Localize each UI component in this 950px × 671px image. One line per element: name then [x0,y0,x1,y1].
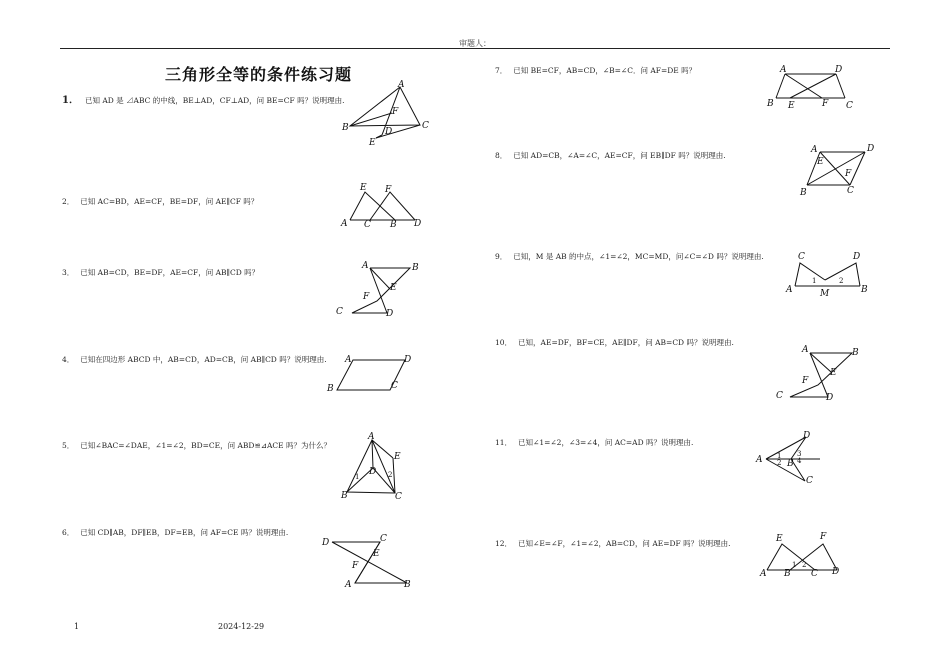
question-text: 已知∠1=∠2，∠3=∠4，问 AC=AD 吗？说明理由. [518,438,694,447]
question-number: 11． [495,438,513,447]
label-E: E [830,368,837,378]
label-angle-2: 2 [388,471,393,479]
label-B: B [341,491,348,501]
label-B: B [390,220,397,230]
footer-date: 2024-12-29 [218,622,265,631]
question-1 [62,96,345,106]
label-F: F [820,532,827,542]
label-angle-2: 2 [839,277,844,285]
header-rule [60,48,890,49]
question-text: 已知 CD∥AB，DF∥EB，DF=EB，问 AF=CE 吗？说明理由. [80,528,289,537]
label-A: A [786,285,793,295]
label-A: A [368,432,375,442]
question-number: 9． [495,252,508,261]
label-C: C [422,121,429,131]
question-text: 已知 AD=CB，∠A=∠C，AE=CF，问 EB∥DF 吗？说明理由. [513,151,726,160]
question-number: 1． [62,95,79,106]
header-reviewer: 审题人： [459,39,491,48]
label-A: A [756,455,763,465]
label-E: E [373,549,380,559]
label-C: C [847,186,854,196]
label-C: C [391,381,398,391]
question-number: 2． [62,197,75,206]
label-F: F [363,292,370,302]
figure-11 [750,425,850,490]
label-E: E [817,157,824,167]
question-8 [495,151,726,161]
question-number: 8． [495,151,508,160]
page-number: 1 [74,622,80,631]
label-D: D [386,309,394,319]
label-angle-1: 1 [355,473,360,481]
label-E: E [390,283,397,293]
question-number: 5． [62,441,75,450]
question-11 [495,438,693,448]
label-D: D [867,144,875,154]
label-B: B [852,348,859,358]
question-number: 10． [495,338,513,347]
label-B: B [784,569,791,579]
figure-8 [795,140,885,200]
figure-12 [755,528,850,583]
label-F: F [802,376,809,386]
label-A: A [398,80,405,90]
label-F: F [352,561,359,571]
label-C: C [846,101,853,111]
question-7 [495,66,696,76]
label-angle-1: 1 [792,561,797,569]
label-A: A [760,569,767,579]
figure-9 [780,245,875,300]
label-D: D [369,467,377,477]
question-text: 已知 AB=CD，BE=DF，AE=CF，问 AB∥CD 吗？ [80,268,260,277]
question-number: 6． [62,528,75,537]
label-B: B [412,263,419,273]
question-4 [62,355,327,365]
label-F: F [845,169,852,179]
label-angle-4: 4 [797,457,802,465]
question-number: 7． [495,66,508,75]
label-F: F [822,99,829,109]
figure-3 [330,258,430,318]
label-D: D [322,538,330,548]
label-B: B [404,580,411,590]
question-2 [62,197,258,207]
label-B: B [767,99,774,109]
figure-10 [770,340,870,408]
question-12 [495,539,730,549]
question-text: 已知，M 是 AB 的中点，∠1=∠2，MC=MD，问∠C=∠D 吗？说明理由. [513,252,764,261]
figure-2 [335,180,430,230]
label-C: C [798,252,805,262]
label-D: D [832,567,840,577]
label-B: B [342,123,349,133]
question-9 [495,252,764,262]
label-F: F [392,107,399,117]
label-D: D [803,431,811,441]
page-title: 三角形全等的条件练习题 [165,65,353,84]
label-C: C [811,569,818,579]
label-C: C [364,220,371,230]
label-E: E [394,452,401,462]
label-C: C [395,492,402,502]
figure-7 [760,60,870,115]
label-B: B [787,459,794,469]
label-E: E [788,101,795,111]
label-E: E [360,183,367,193]
label-M: M [820,289,830,299]
label-D: D [835,65,843,75]
label-A: A [802,345,809,355]
label-E: E [776,534,783,544]
label-A: A [345,580,352,590]
label-angle-1: 1 [777,452,782,460]
label-C: C [776,391,783,401]
label-C: C [806,476,813,486]
label-A: A [362,261,369,271]
label-C: C [380,534,387,544]
label-B: B [861,285,868,295]
question-text: 已知 AC=BD，AE=CF，BE=DF，问 AE∥CF 吗？ [80,197,259,206]
label-angle-3: 3 [797,450,802,458]
question-number: 4． [62,355,75,364]
figure-1-triangle-median [330,75,440,155]
question-5 [62,441,331,451]
question-text: 已知，AE=DF，BF=CE，AE∥DF，问 AB=CD 吗？说明理由. [518,338,734,347]
label-D: D [826,393,834,403]
question-number: 12． [495,539,513,548]
label-D: D [404,355,412,365]
question-3 [62,268,259,278]
question-number: 3． [62,268,75,277]
label-angle-2: 2 [777,459,782,467]
label-angle-2: 2 [802,561,807,569]
label-E: E [369,138,376,148]
figure-5 [335,430,415,505]
label-angle-1: 1 [812,277,817,285]
label-A: A [811,145,818,155]
label-A: A [345,355,352,365]
label-B: B [327,384,334,394]
label-A: A [780,65,787,75]
question-text: 已知在四边形 ABCD 中，AB=CD，AD=CB，问 AB∥CD 吗？说明理由. [80,355,327,364]
question-6 [62,528,288,538]
label-F: F [385,185,392,195]
label-D: D [414,219,422,229]
question-text: 已知∠BAC=∠DAE，∠1=∠2，BD=CE，问 ABD≌⊿ACE 吗？为什么？ [80,441,332,450]
question-text: 已知∠E=∠F，∠1=∠2，AB=CD，问 AE=DF 吗？说明理由. [518,539,731,548]
label-C: C [336,307,343,317]
label-A: A [341,219,348,229]
question-10 [495,338,734,348]
label-D: D [853,252,861,262]
figure-6 [320,530,420,590]
label-D: D [385,127,393,137]
question-text: 已知 BE=CF，AB=CD，∠B=∠C．问 AF=DE 吗？ [513,66,697,75]
question-text: 已知 AD 是 ⊿ABC 的中线，BE⊥AD，CF⊥AD，问 BE=CF 吗？说明理由. [84,96,345,105]
label-B: B [800,188,807,198]
figure-4-parallelogram [325,350,420,395]
